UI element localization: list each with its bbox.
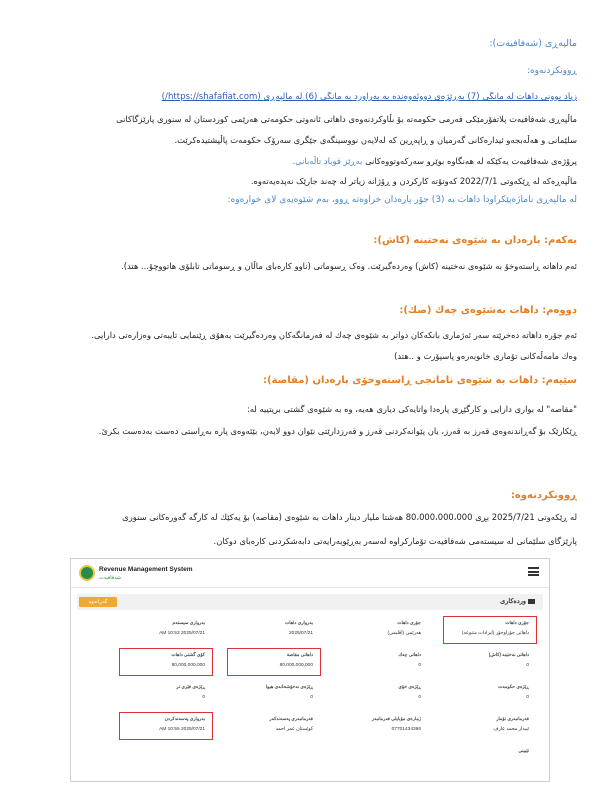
revenue-system-screenshot [70,558,550,782]
highlight-offset-revenue [227,648,321,676]
field-value: داهاتی جۆراوجۆر (ایرادات متنوعه) [461,631,529,636]
clarification-2-line-2: پارێزگای سلێمانی لە سیستەمی شەفافیەت تۆمارکراوە لەسەر بەڕێوبەرایەتی دابەشکردنی کارەبای دوکان. [213,536,577,546]
field-label: ڕێژەی فێری تر [176,684,205,689]
field-label: بەرواری داهات [284,620,313,625]
paragraph-3 [30,156,577,166]
shafafiat-link[interactable]: https://shafafiat.com/ [165,92,258,102]
field-label: ڕێژەی نەخۆشخانەی هیوا [265,684,313,689]
field-other-share [127,684,205,700]
field-government-share [451,684,529,700]
section-1-line-1: ئەم داهاتە ڕاستەوخۆ بە شێوەی نەختینە (کاش) وەردەگیرێت. وەک ڕسوماتی (ناوو کارەبای ماڵان و ڕسوماتی تابلۆی هاتووچۆ... هتد). [121,261,577,271]
menu-icon[interactable] [528,567,539,576]
field-cash-revenue [451,652,529,668]
field-label: ژمارەی مۆبایلی فەرمانبەر [371,716,421,721]
section-1-heading: یەکەم: پارەدان بە شێوەی نەختینە (کاش): [373,235,577,246]
section-3-line-1: "مقاصه" لە بواری دارایی و کارگێڕی پارەدا واتایەکی دیاری هەیە، وە بە شێوەی گشتی بریتییە لە: [247,404,577,414]
field-label: تێبینی [518,748,529,753]
field-value: 07701434396 [391,727,421,732]
clarification-2-label: ڕوونکردنەوە: [510,490,577,501]
field-approving-employee [235,716,313,732]
field-system-date [127,620,205,636]
section-2-heading: دووەم: داهات بەشێوەی چەك (صك): [399,305,577,316]
field-hospital-share [235,684,313,700]
link-line-text: زیاد بوونی داهات لە مانگی (7) بەڕێژەی دووئەوەندە بە بەراورد بە مانگی (6) لە ماڵپەڕی ( [257,92,577,102]
clarification-label: ڕوونکردنەوە: [526,66,577,76]
section-3-heading: سێیەم: داهات بە شێوەی نامانجی ڕاستەوخۆی پارەدان (مقاصة): [262,375,577,386]
section-3-line-2: ڕێکارێک بۆ گەڕاندنەوەی قەرز بە قەرز، یان پێوانەکردنی قەرز و قەرزدارێتی نێوان دوو لایەن، بێئەوەی پارە بەڕاستی دەست بەدەست بکرێ. [98,426,577,436]
field-label: بەرواری سیستەم [172,620,205,625]
field-value: هەرێمی (اقلیمی) [387,631,421,636]
intro-line: لە ماڵپەڕی ناماژەپێکراودا داهات بە (3) جۆر پارەدان خراوەتە ڕوو، بەم شێوەیەی لای خوارەوە: [227,195,577,205]
field-label: ڕێژەی حکومەت [498,684,529,689]
field-value: 0 [418,663,421,668]
link-line-close: ) [161,92,166,102]
field-notes [451,748,529,754]
field-value: 2025/07/21 10:53 AM [159,631,205,636]
field-value: 2025/07/21 10:55 AM [159,727,205,732]
link-line [30,92,577,102]
field-value: 80,000,000,000 [279,663,313,668]
detail-title [500,597,535,605]
highlight-revenue-kind [443,616,537,644]
highlight-total-revenue [119,648,213,676]
field-label: ڕێژەی خۆی [398,684,421,689]
paragraph-3-text: پرۆژەی شەفافیەت یەکێکە لە هەنگاوە بوێرو سەرکەوتووەکانی [365,156,577,166]
field-label: داهاتی چەك [398,652,421,657]
field-employee-mobile [343,716,421,732]
field-value: 0 [202,695,205,700]
app-title: Revenue Management System [99,566,193,573]
field-value: ئیبدار محمد عارف [493,727,529,732]
field-label: کۆی گشتی داهات [171,652,205,657]
back-button[interactable]: گەڕانەوە [79,597,117,607]
field-revenue-type [343,620,421,636]
section-2-line-2: وەك مامەڵەکانی تۆماری خانوبەرەو پاسپۆرت و ..هتد) [394,351,577,361]
field-value: 0 [526,663,529,668]
field-label: داهاتی مقاصة [286,652,313,657]
field-value: 0 [526,695,529,700]
paragraph-2: سلێمانی و هەڵەبجەو ئیدارەکانی گەرمیان و ڕاپەڕین کە لەلایەن نووسینگەی جێگری سەرۆک حکومەت پاڵپشتیدەکرێت. [174,135,577,145]
highlight-approval-date [119,712,213,740]
section-2-line-1: ئەم جۆرە داهاتە دەخرێتە سەر ئەژماری بانکەکان دواتر بە شێوەی چەك لە فەرمانگەکان وەردەگیرێت بەهۆی ڕێنمایی تایبەتی وەزارەتی دارایی. [91,330,577,340]
field-label: فەرمانبەری تۆمار [496,716,529,721]
detail-bar [77,594,543,610]
paragraph-4: ماڵپەڕەکە لە ڕێکەوتی 2022/7/1 کەوتۆتە کارکردن و ڕۆژانە زیاتر لە چەند جارێک نەپدەیەتەوە. [250,176,577,186]
field-label: داهاتی نەختینە (کاش) [488,652,529,657]
app-logo-icon [79,565,95,581]
detail-title-text: وردەکاری [500,598,526,605]
clarification-2-line-1: لە ڕێکەوتی 2025/7/21 بڕی 80،000،000،000 هەشتا ملیار دینار داهات بە شێوەی (مقاصه) بۆ یەکێك لە کارگە گەورەکانی سنوری [122,512,577,522]
folder-icon [528,599,535,604]
field-revenue-date [235,620,313,636]
field-own-share [343,684,421,700]
field-recording-employee [451,716,529,732]
paragraph-3-highlight: بەڕێز قوباد تاڵەبانی. [292,156,363,166]
document-title: ماڵپەڕی (شەفافیەت): [489,38,577,49]
field-check-revenue [343,652,421,668]
field-label: فەرمانبەری پەسەندکەر [269,716,313,721]
field-value: کوێستان عمر احمد [275,727,313,732]
field-value: 0 [418,695,421,700]
field-value: 0 [310,695,313,700]
field-label: جۆری داهات [505,620,529,625]
field-value: 2025/07/21 [288,631,313,636]
field-value: 80,000,000,000 [171,663,205,668]
app-header [71,559,549,588]
app-subtitle: شەفافیەت [99,575,122,581]
field-label: جۆری داهات [397,620,421,625]
paragraph-1: ماڵپەڕی شەفافیەت پلاتفۆرمێکی فەرمی حکومەتە بۆ بڵاوکردنەوەی داهاتی ئانەوتی حکومەتی هەرێمی کوردستان لە سنوری پارێزگاکانی [116,114,577,124]
field-label: بەرواری پەسەندکردن [164,716,205,721]
